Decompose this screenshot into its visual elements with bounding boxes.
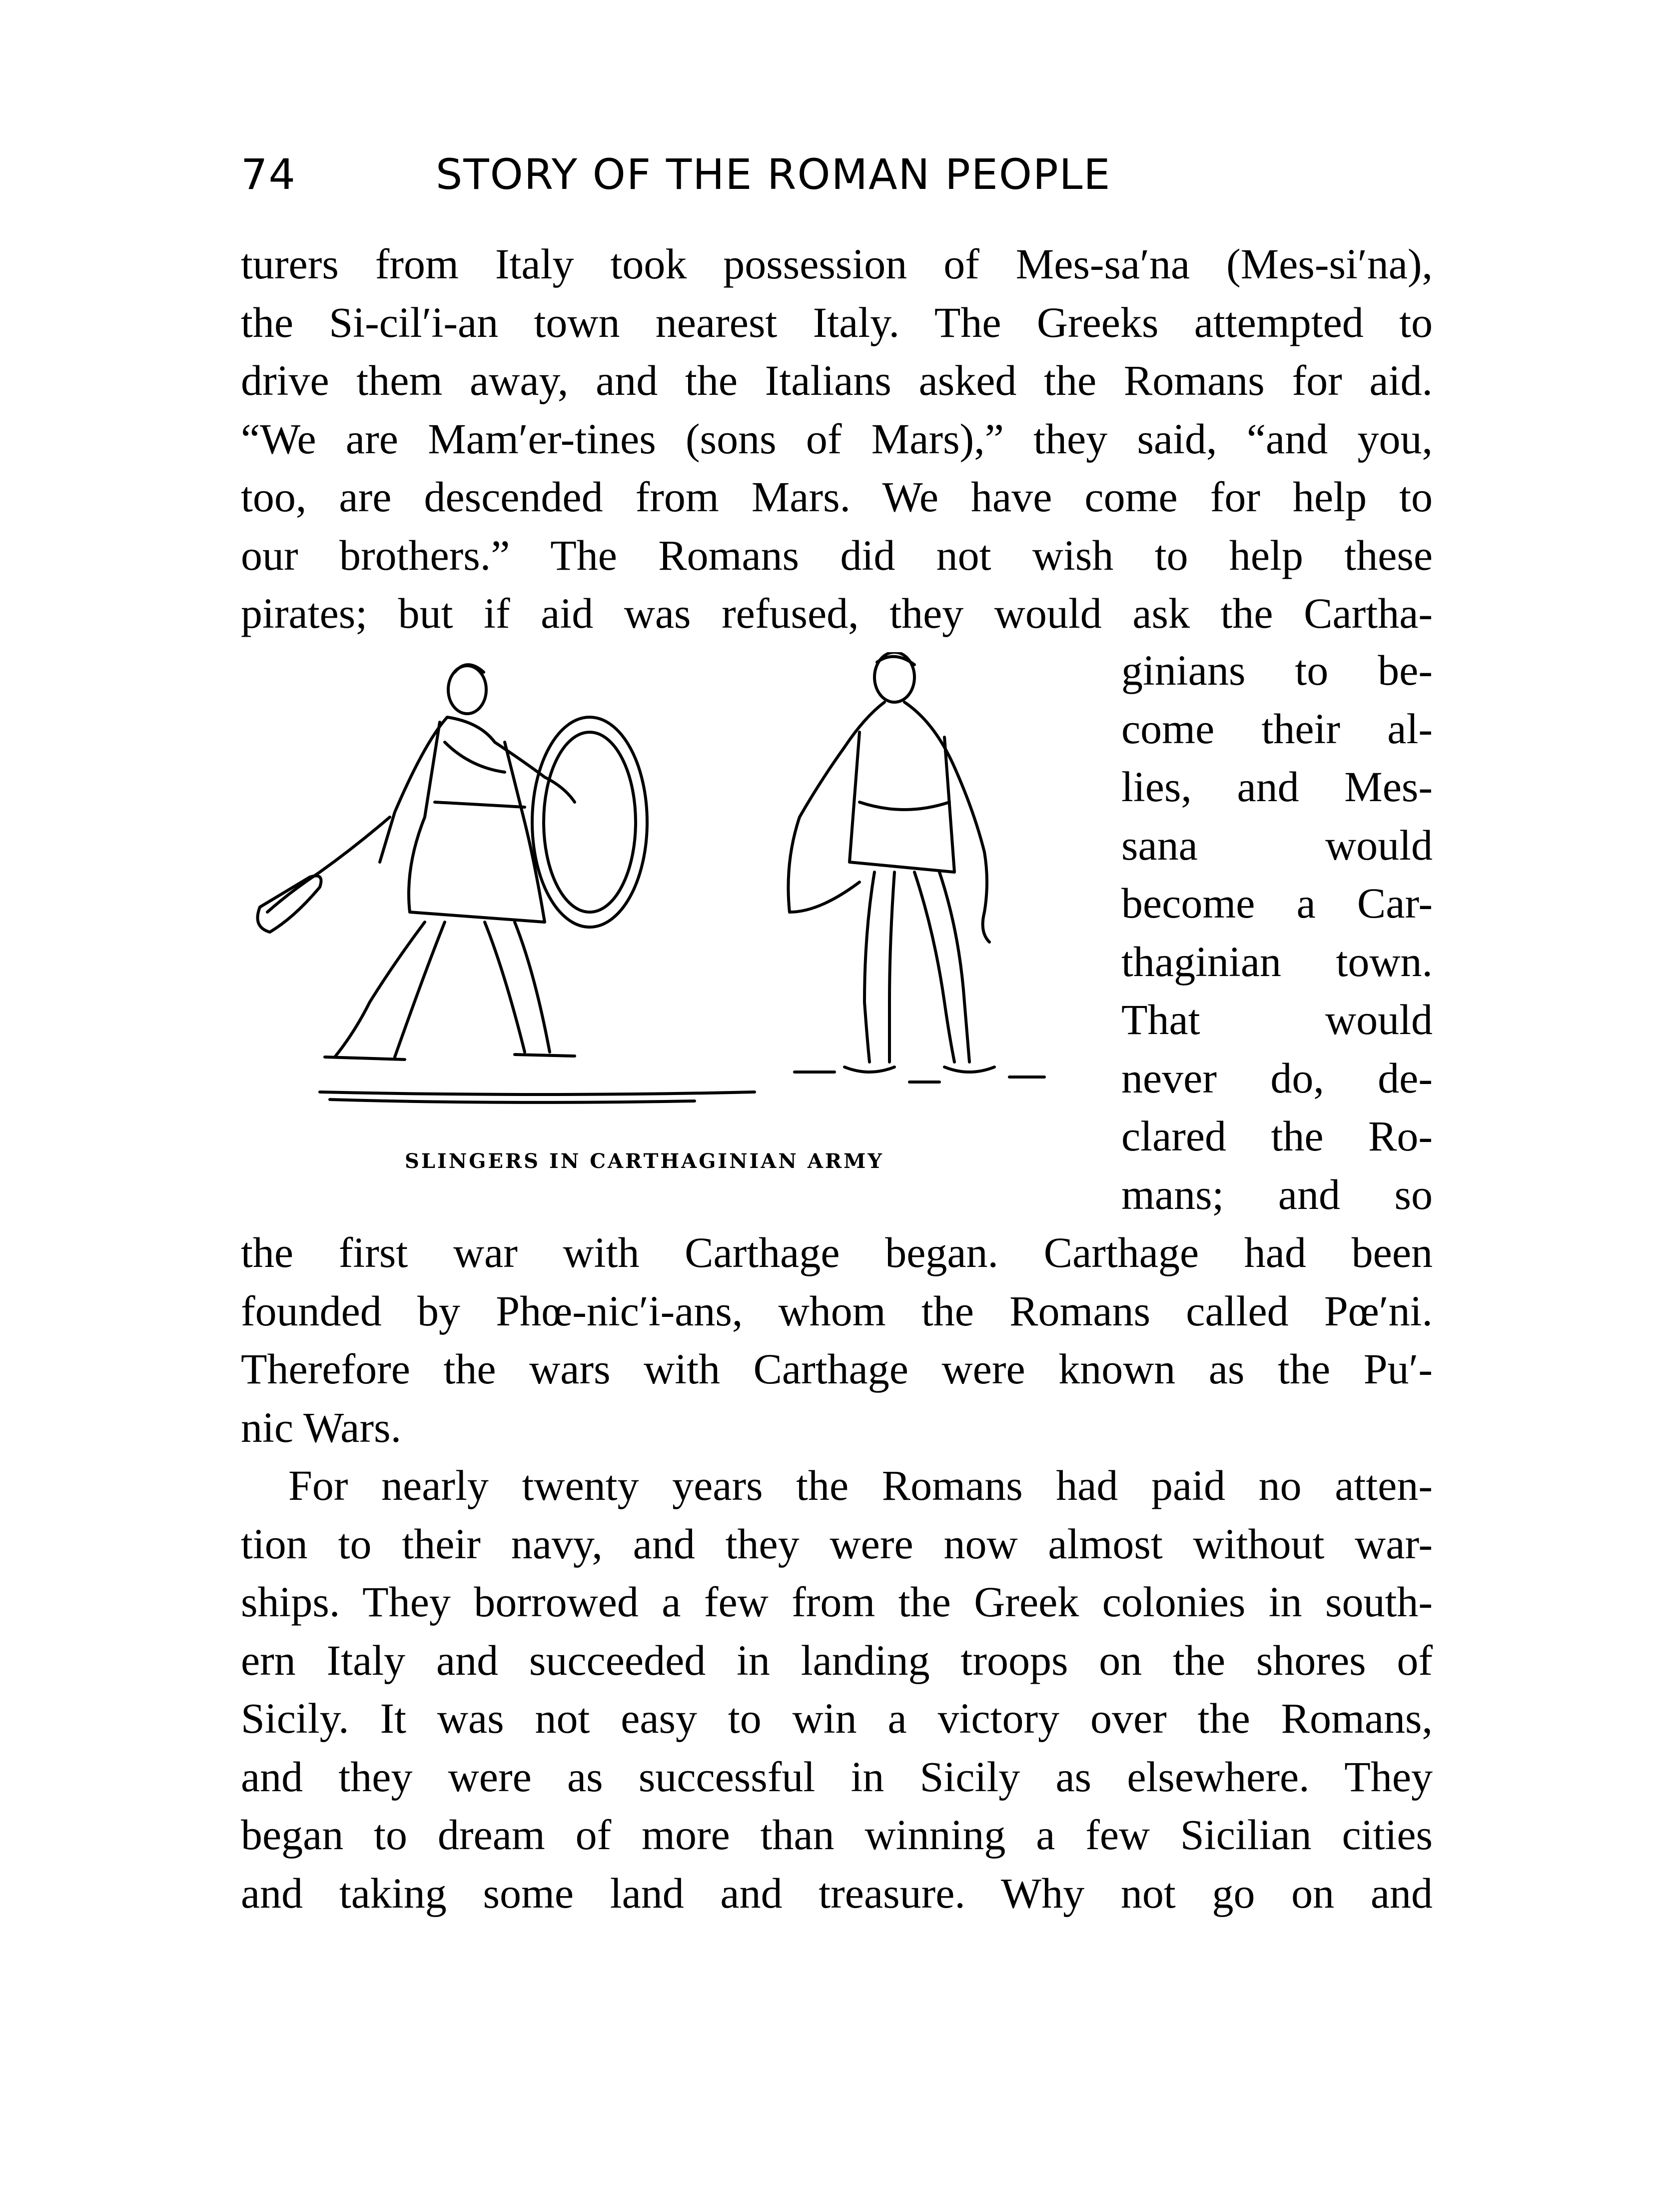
slingers-illustration [245, 652, 1104, 1182]
right-figure-sling [983, 852, 989, 942]
text-line: the Si-cil′i-an town nearest Italy. The Greeks attempted to [241, 298, 1433, 346]
shield [532, 717, 647, 927]
left-figure-left-leg [335, 922, 425, 1057]
text-line: tion to their navy, and they were now almost without war- [241, 1519, 1433, 1568]
text-line: clared the Ro- [1121, 1112, 1433, 1160]
right-figure-drape [859, 802, 949, 810]
left-figure-foot [325, 1057, 405, 1060]
text-line: For nearly twenty years the Romans had paid no atten- [288, 1461, 1433, 1509]
text-line: our brothers.” The Romans did not wish to help these [241, 531, 1433, 579]
slingers-drawing [245, 652, 1104, 1182]
figure-caption: SLINGERS IN CARTHAGINIAN ARMY [405, 1149, 884, 1173]
text-line: the first war with Carthage began. Carthage had been [241, 1228, 1433, 1276]
right-figure-arm-right [904, 702, 984, 852]
left-figure-foot-right [515, 1055, 575, 1056]
right-figure-left-leg [864, 872, 874, 1062]
text-line: mans; and so [1121, 1170, 1433, 1218]
left-figure-right-leg [485, 922, 525, 1052]
left-figure-tunic [409, 722, 545, 922]
right-figure-left-leg-inner [889, 872, 894, 1062]
text-line: and they were as successful in Sicily as elsewhere. They [241, 1752, 1433, 1801]
text-line: turers from Italy took possession of Mes-sa′na (Mes-si′na), [241, 240, 1433, 288]
text-line: thaginian town. [1121, 937, 1433, 986]
text-line: lies, and Mes- [1121, 763, 1433, 811]
text-line: ginians to be- [1121, 646, 1433, 694]
text-line: Sicily. It was not easy to win a victory over the Romans, [241, 1694, 1433, 1742]
text-line: drive them away, and the Italians asked the Romans for aid. [241, 356, 1433, 404]
left-figure-belt [435, 802, 525, 807]
text-line: founded by Phœ-nic′i-ans, whom the Romans called Pœ′ni. [241, 1286, 1433, 1335]
paragraph-1-top [241, 235, 1433, 643]
sling-cord [267, 817, 390, 912]
right-figure-arm-left [800, 702, 884, 817]
sling-stone [258, 876, 321, 933]
right-figure-left-foot [844, 1067, 894, 1072]
right-figure-cloak [789, 817, 860, 912]
text-line: sana would [1121, 821, 1433, 869]
paragraph-2 [241, 1456, 1433, 1922]
text-line: nic Wars. [241, 1403, 402, 1451]
text-line: never do, de- [1121, 1054, 1433, 1102]
text-line: become a Car- [1121, 879, 1433, 927]
text-line: and taking some land and treasure. Why not go on and [241, 1869, 1433, 1917]
left-figure-hand [545, 777, 575, 802]
text-line: ships. They borrowed a few from the Greek colonies in south- [241, 1578, 1433, 1626]
text-line: That would [1121, 996, 1433, 1044]
paragraph-1-bottom [241, 1223, 1433, 1456]
text-line: ern Italy and succeeded in landing troops on the shores of [241, 1636, 1433, 1684]
text-line: began to dream of more than winning a few Sicilian cities [241, 1811, 1433, 1859]
right-figure-tunic [849, 732, 954, 872]
ground-line-left-2 [330, 1100, 695, 1102]
left-figure-left-leg-inner [395, 922, 445, 1057]
right-figure-right-foot [944, 1067, 994, 1072]
left-figure-drape [445, 742, 505, 772]
ground-line-left [320, 1092, 755, 1095]
page-header [241, 150, 1440, 205]
text-line: “We are Mam′er-tines (sons of Mars),” they said, “and you, [241, 414, 1433, 463]
text-line: come their al- [1121, 704, 1433, 753]
running-title: STORY OF THE ROMAN PEOPLE [436, 150, 1111, 199]
text-line: Therefore the wars with Carthage were known as the Pu′- [241, 1345, 1433, 1393]
text-line: too, are descended from Mars. We have come for help to [241, 473, 1433, 521]
right-figure-right-leg-inner [939, 872, 969, 1062]
left-figure-shoulder [447, 717, 545, 777]
page-number: 74 [241, 150, 296, 199]
wrapped-text-column [1121, 641, 1433, 1223]
shield-inner [544, 732, 636, 912]
text-line: pirates; but if aid was refused, they would ask the Cartha- [241, 589, 1433, 637]
